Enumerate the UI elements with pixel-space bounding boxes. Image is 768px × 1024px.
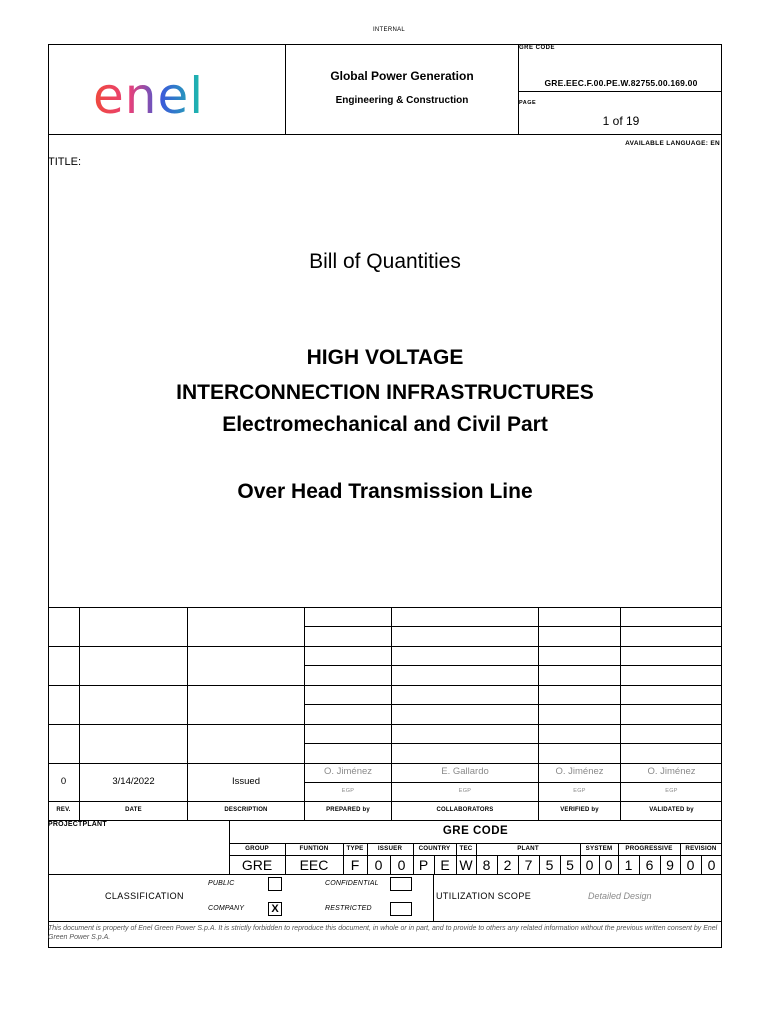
code-col-type: TYPE	[346, 845, 364, 852]
code-val-revision-2: 0	[707, 857, 716, 873]
code-val-plant-5: 5	[566, 857, 574, 873]
title-line-5: Over Head Transmission Line	[237, 480, 533, 503]
available-language: AVAILABLE LANGUAGE: EN	[625, 140, 720, 147]
collaborators: E. Gallardo	[441, 766, 489, 777]
gre-code-label: GRE CODE	[519, 45, 556, 51]
public-label: PUBLIC	[208, 880, 235, 887]
code-val-plant-1: 8	[482, 857, 491, 873]
col-header-collaborators: COLLABORATORS	[436, 807, 494, 813]
prepared-by: O. Jiménez	[323, 766, 373, 777]
code-val-progressive-1: 1	[624, 857, 633, 873]
col-header-validated: VALIDATED by	[649, 807, 694, 813]
code-val-system-1: 0	[585, 857, 594, 873]
prepared-org: EGP	[341, 788, 355, 794]
code-val-revision-1: 0	[686, 857, 695, 873]
document-header	[48, 44, 722, 135]
col-header-prepared: PREPARED by	[326, 807, 370, 813]
code-val-issuer-2: 0	[397, 857, 406, 873]
public-checkbox[interactable]	[268, 877, 282, 891]
verified-org: EGP	[573, 788, 586, 794]
company-label: COMPANY	[208, 905, 245, 912]
company-checkbox[interactable]: X	[268, 902, 282, 916]
collaborators-org: EGP	[458, 788, 472, 794]
code-val-type: F	[350, 857, 360, 873]
code-val-country-1: P	[418, 857, 429, 873]
code-col-revision: REVISION	[685, 845, 717, 852]
code-col-progressive: PROGRESSIVE	[625, 845, 673, 852]
classification-banner: INTERNAL	[372, 27, 406, 33]
gre-code-value: GRE.EEC.F.00.PE.W.82755.00.169.00	[544, 78, 698, 88]
title-line-4: Electromechanical and Civil Part	[222, 413, 548, 436]
validated-org: EGP	[665, 788, 678, 794]
company-line-1: Global Power Generation	[330, 69, 474, 83]
col-header-description: DESCRIPTION	[224, 807, 268, 813]
rev-number: 0	[60, 776, 67, 787]
confidential-checkbox[interactable]	[390, 877, 412, 891]
code-val-system-2: 0	[604, 857, 613, 873]
title-line-3: INTERCONNECTION INFRASTRUCTURES	[176, 381, 594, 404]
rev-description: Issued	[232, 776, 260, 787]
code-val-group: GRE	[241, 857, 273, 873]
title-label: TITLE:	[48, 156, 82, 168]
rev-date: 3/14/2022	[112, 776, 155, 787]
page-number: 1 of 19	[602, 114, 640, 128]
code-val-plant-2: 2	[503, 857, 512, 873]
svg-text:enel: enel	[93, 67, 205, 121]
verified-by: O. Jiménez	[555, 766, 604, 777]
code-col-country: COUNTRY	[418, 845, 451, 852]
validated-by: O. Jiménez	[647, 766, 696, 777]
col-header-verified: VERIFIED by	[560, 807, 599, 813]
code-val-issuer-1: 0	[374, 857, 383, 873]
title-line-2: HIGH VOLTAGE	[306, 346, 464, 369]
code-val-progressive-2: 6	[645, 857, 654, 873]
classification-label: CLASSIFICATION	[105, 891, 184, 901]
utilization-scope-label: UTILIZATION SCOPE	[436, 891, 532, 901]
enel-logo	[93, 65, 253, 121]
code-col-system: SYSTEM	[585, 845, 613, 852]
code-col-tec: TEC	[459, 845, 473, 852]
code-col-group: GROUP	[245, 845, 269, 852]
document-title: Bill of Quantities	[309, 250, 461, 273]
code-val-plant-4: 5	[545, 857, 554, 873]
col-header-rev: REV.	[56, 807, 71, 813]
gre-code-title: GRE CODE	[442, 825, 509, 837]
company-line-2: Engineering & Construction	[335, 95, 469, 106]
legal-notice: This document is property of Enel Green Power S.p.A. It is strictly forbidden to reproduce this document, in whole or in part, and to provide to others any related information without the previous written consent by Enel Green Power S.p.A.	[48, 925, 718, 941]
code-col-funtion: FUNTION	[299, 845, 329, 852]
restricted-label: RESTRICTED	[325, 905, 372, 912]
utilization-scope-value: Detailed Design	[588, 891, 652, 901]
page-label: PAGE	[519, 100, 537, 106]
confidential-label: CONFIDENTIAL	[325, 880, 379, 887]
code-val-tec: W	[459, 857, 473, 873]
code-val-progressive-3: 9	[666, 857, 674, 873]
code-val-plant-3: 7	[524, 857, 533, 873]
code-val-funtion: EEC	[299, 857, 329, 873]
project-plant-label: PROJECTPLANT	[48, 821, 107, 828]
col-header-date: DATE	[125, 807, 142, 813]
code-col-plant: PLANT	[517, 845, 539, 852]
code-val-country-2: E	[440, 857, 450, 873]
restricted-checkbox[interactable]	[390, 902, 412, 916]
code-col-issuer: ISSUER	[377, 845, 403, 852]
revision-table	[48, 607, 722, 821]
